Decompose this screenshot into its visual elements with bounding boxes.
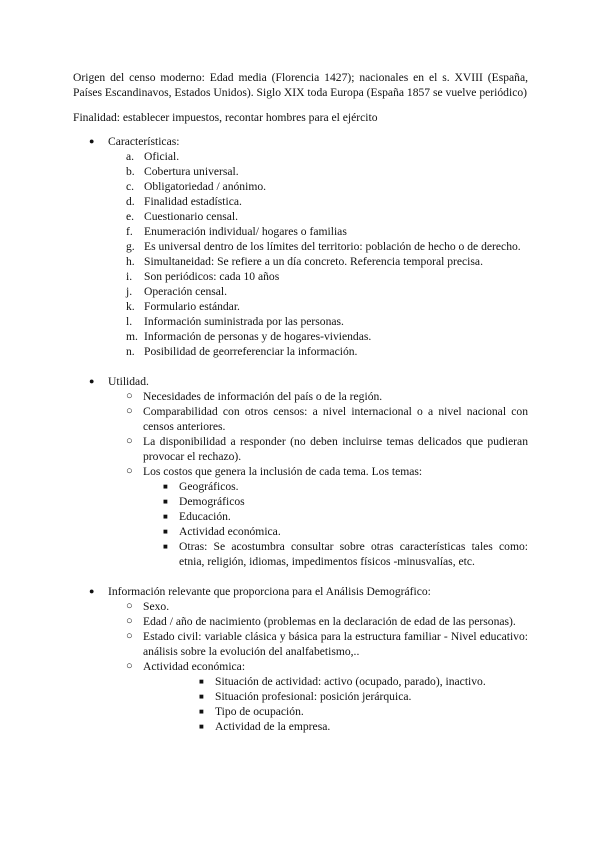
- square-bullet-icon: ■: [199, 707, 204, 716]
- item-text: Son periódicos: cada 10 años: [144, 270, 280, 283]
- item-marker: g.: [126, 240, 135, 253]
- purpose-paragraph: Finalidad: establecer impuestos, recontar hombres para el ejército: [73, 111, 378, 124]
- item-text: Cuestionario censal.: [144, 210, 239, 223]
- list-item: [126, 659, 528, 734]
- item-text: Necesidades de información del país o de la región.: [143, 390, 383, 403]
- item-text: Obligatoriedad / anónimo.: [144, 180, 267, 193]
- item-marker: k.: [126, 300, 135, 313]
- circle-bullet-icon: ○: [126, 405, 133, 417]
- list-item: [126, 389, 528, 404]
- list-item: [163, 509, 528, 524]
- list-item: [163, 479, 528, 494]
- item-marker: n.: [126, 345, 135, 358]
- actividad-list: [143, 674, 528, 734]
- circle-bullet-icon: ○: [126, 600, 133, 612]
- list-item: [126, 194, 528, 209]
- list-item: [126, 284, 528, 299]
- circle-bullet-icon: ○: [126, 465, 133, 477]
- item-text: Demográficos: [179, 495, 245, 508]
- bullet-icon: ●: [89, 136, 95, 146]
- item-text: Es universal dentro de los límites del territorio: población de hecho o de derecho.: [144, 240, 521, 253]
- list-item: [126, 599, 528, 614]
- item-marker: i.: [126, 270, 133, 283]
- square-bullet-icon: ■: [163, 482, 168, 491]
- list-item: [126, 269, 528, 284]
- square-bullet-icon: ■: [163, 512, 168, 521]
- item-text: Posibilidad de georreferenciar la información.: [144, 345, 358, 358]
- list-item: [126, 254, 528, 269]
- item-marker: j.: [126, 285, 133, 298]
- circle-bullet-icon: ○: [126, 615, 133, 627]
- bullet-icon: ●: [89, 586, 95, 596]
- caracteristicas-section: [89, 134, 528, 359]
- item-marker: m.: [126, 330, 138, 343]
- list-item: [163, 539, 528, 569]
- item-text: Educación.: [179, 510, 231, 523]
- square-bullet-icon: ■: [199, 692, 204, 701]
- item-marker: d.: [126, 195, 135, 208]
- item-marker: a.: [126, 150, 135, 163]
- square-bullet-icon: ■: [199, 722, 204, 731]
- item-text: Información suministrada por las personas.: [144, 315, 344, 328]
- main-list: [73, 134, 528, 734]
- utilidad-title: Utilidad.: [108, 375, 149, 388]
- item-text: Comparabilidad con otros censos: a nivel internacional o a nivel nacional con censos anteriores.: [143, 405, 528, 433]
- item-text: Edad / año de nacimiento (problemas en la declaración de edad de las personas).: [143, 615, 516, 628]
- origin-paragraph: Origen del censo moderno: Edad media (Florencia 1427); nacionales en el s. XVIII (España, Países Escandinavos, Estados Unidos). Siglo XIX toda Europa (España 1857 se vuelve periódico): [73, 71, 528, 99]
- utilidad-list: [108, 389, 528, 569]
- list-item: [126, 464, 528, 569]
- item-marker: h.: [126, 255, 135, 268]
- list-item: [126, 179, 528, 194]
- item-marker: b.: [126, 165, 135, 178]
- square-bullet-icon: ■: [163, 527, 168, 536]
- list-item: [126, 629, 528, 659]
- list-item: [126, 224, 528, 239]
- item-text: Los costos que genera la inclusión de cada tema. Los temas:: [143, 465, 423, 478]
- list-item: [126, 344, 528, 359]
- item-text: Situación de actividad: activo (ocupado, parado), inactivo.: [215, 675, 486, 688]
- item-text: Enumeración individual/ hogares o familias: [144, 225, 347, 238]
- item-text: Otras: Se acostumbra consultar sobre otras características tales como: etnia, religión, idiomas, impedimentos físicos -minusvalías, etc.: [179, 540, 528, 568]
- item-text: Formulario estándar.: [144, 300, 240, 313]
- item-text: La disponibilidad a responder (no deben incluirse temas delicados que pudieran provocar el rechazo).: [143, 435, 528, 463]
- item-text: Oficial.: [144, 150, 180, 163]
- item-marker: l.: [126, 315, 133, 328]
- circle-bullet-icon: ○: [126, 390, 133, 402]
- list-item: [199, 689, 528, 704]
- caracteristicas-list: [108, 149, 528, 359]
- item-text: Información de personas y de hogares-viviendas.: [144, 330, 372, 343]
- circle-bullet-icon: ○: [126, 630, 133, 642]
- item-text: Actividad de la empresa.: [215, 720, 331, 733]
- list-item: [126, 314, 528, 329]
- list-item: [126, 209, 528, 224]
- list-item: [126, 149, 528, 164]
- informacion-title: Información relevante que proporciona para el Análisis Demográfico:: [108, 585, 431, 598]
- informacion-list: [108, 599, 528, 734]
- list-item: [126, 434, 528, 464]
- list-item: [126, 164, 528, 179]
- list-item: [163, 524, 528, 539]
- list-item: [199, 704, 528, 719]
- list-item: [126, 299, 528, 314]
- list-item: [199, 674, 528, 689]
- utilidad-section: [89, 374, 528, 569]
- item-marker: e.: [126, 210, 135, 223]
- item-text: Actividad económica:: [143, 660, 246, 673]
- list-item: [126, 614, 528, 629]
- circle-bullet-icon: ○: [126, 660, 133, 672]
- list-item: [163, 494, 528, 509]
- temas-list: [143, 479, 528, 569]
- item-marker: c.: [126, 180, 135, 193]
- informacion-section: [89, 584, 528, 734]
- item-text: Tipo de ocupación.: [215, 705, 304, 718]
- item-text: Geográficos.: [179, 480, 239, 493]
- item-text: Finalidad estadística.: [144, 195, 242, 208]
- item-text: Sexo.: [143, 600, 170, 613]
- caracteristicas-title: Características:: [108, 135, 180, 148]
- item-text: Situación profesional: posición jerárquica.: [215, 690, 412, 703]
- item-text: Cobertura universal.: [144, 165, 239, 178]
- list-item: [126, 239, 528, 254]
- item-text: Actividad económica.: [179, 525, 281, 538]
- item-text: Simultaneidad: Se refiere a un día concreto. Referencia temporal precisa.: [144, 255, 483, 268]
- item-text: Estado civil: variable clásica y básica para la estructura familiar - Nivel educativo: análisis sobre la evolución del analfabetismo,..: [143, 630, 528, 658]
- list-item: [126, 329, 528, 344]
- item-text: Operación censal.: [144, 285, 228, 298]
- square-bullet-icon: ■: [163, 497, 168, 506]
- circle-bullet-icon: ○: [126, 435, 133, 447]
- item-marker: f.: [126, 225, 133, 238]
- square-bullet-icon: ■: [199, 677, 204, 686]
- list-item: [126, 404, 528, 434]
- bullet-icon: ●: [89, 376, 95, 386]
- square-bullet-icon: ■: [163, 542, 168, 551]
- list-item: [199, 719, 528, 734]
